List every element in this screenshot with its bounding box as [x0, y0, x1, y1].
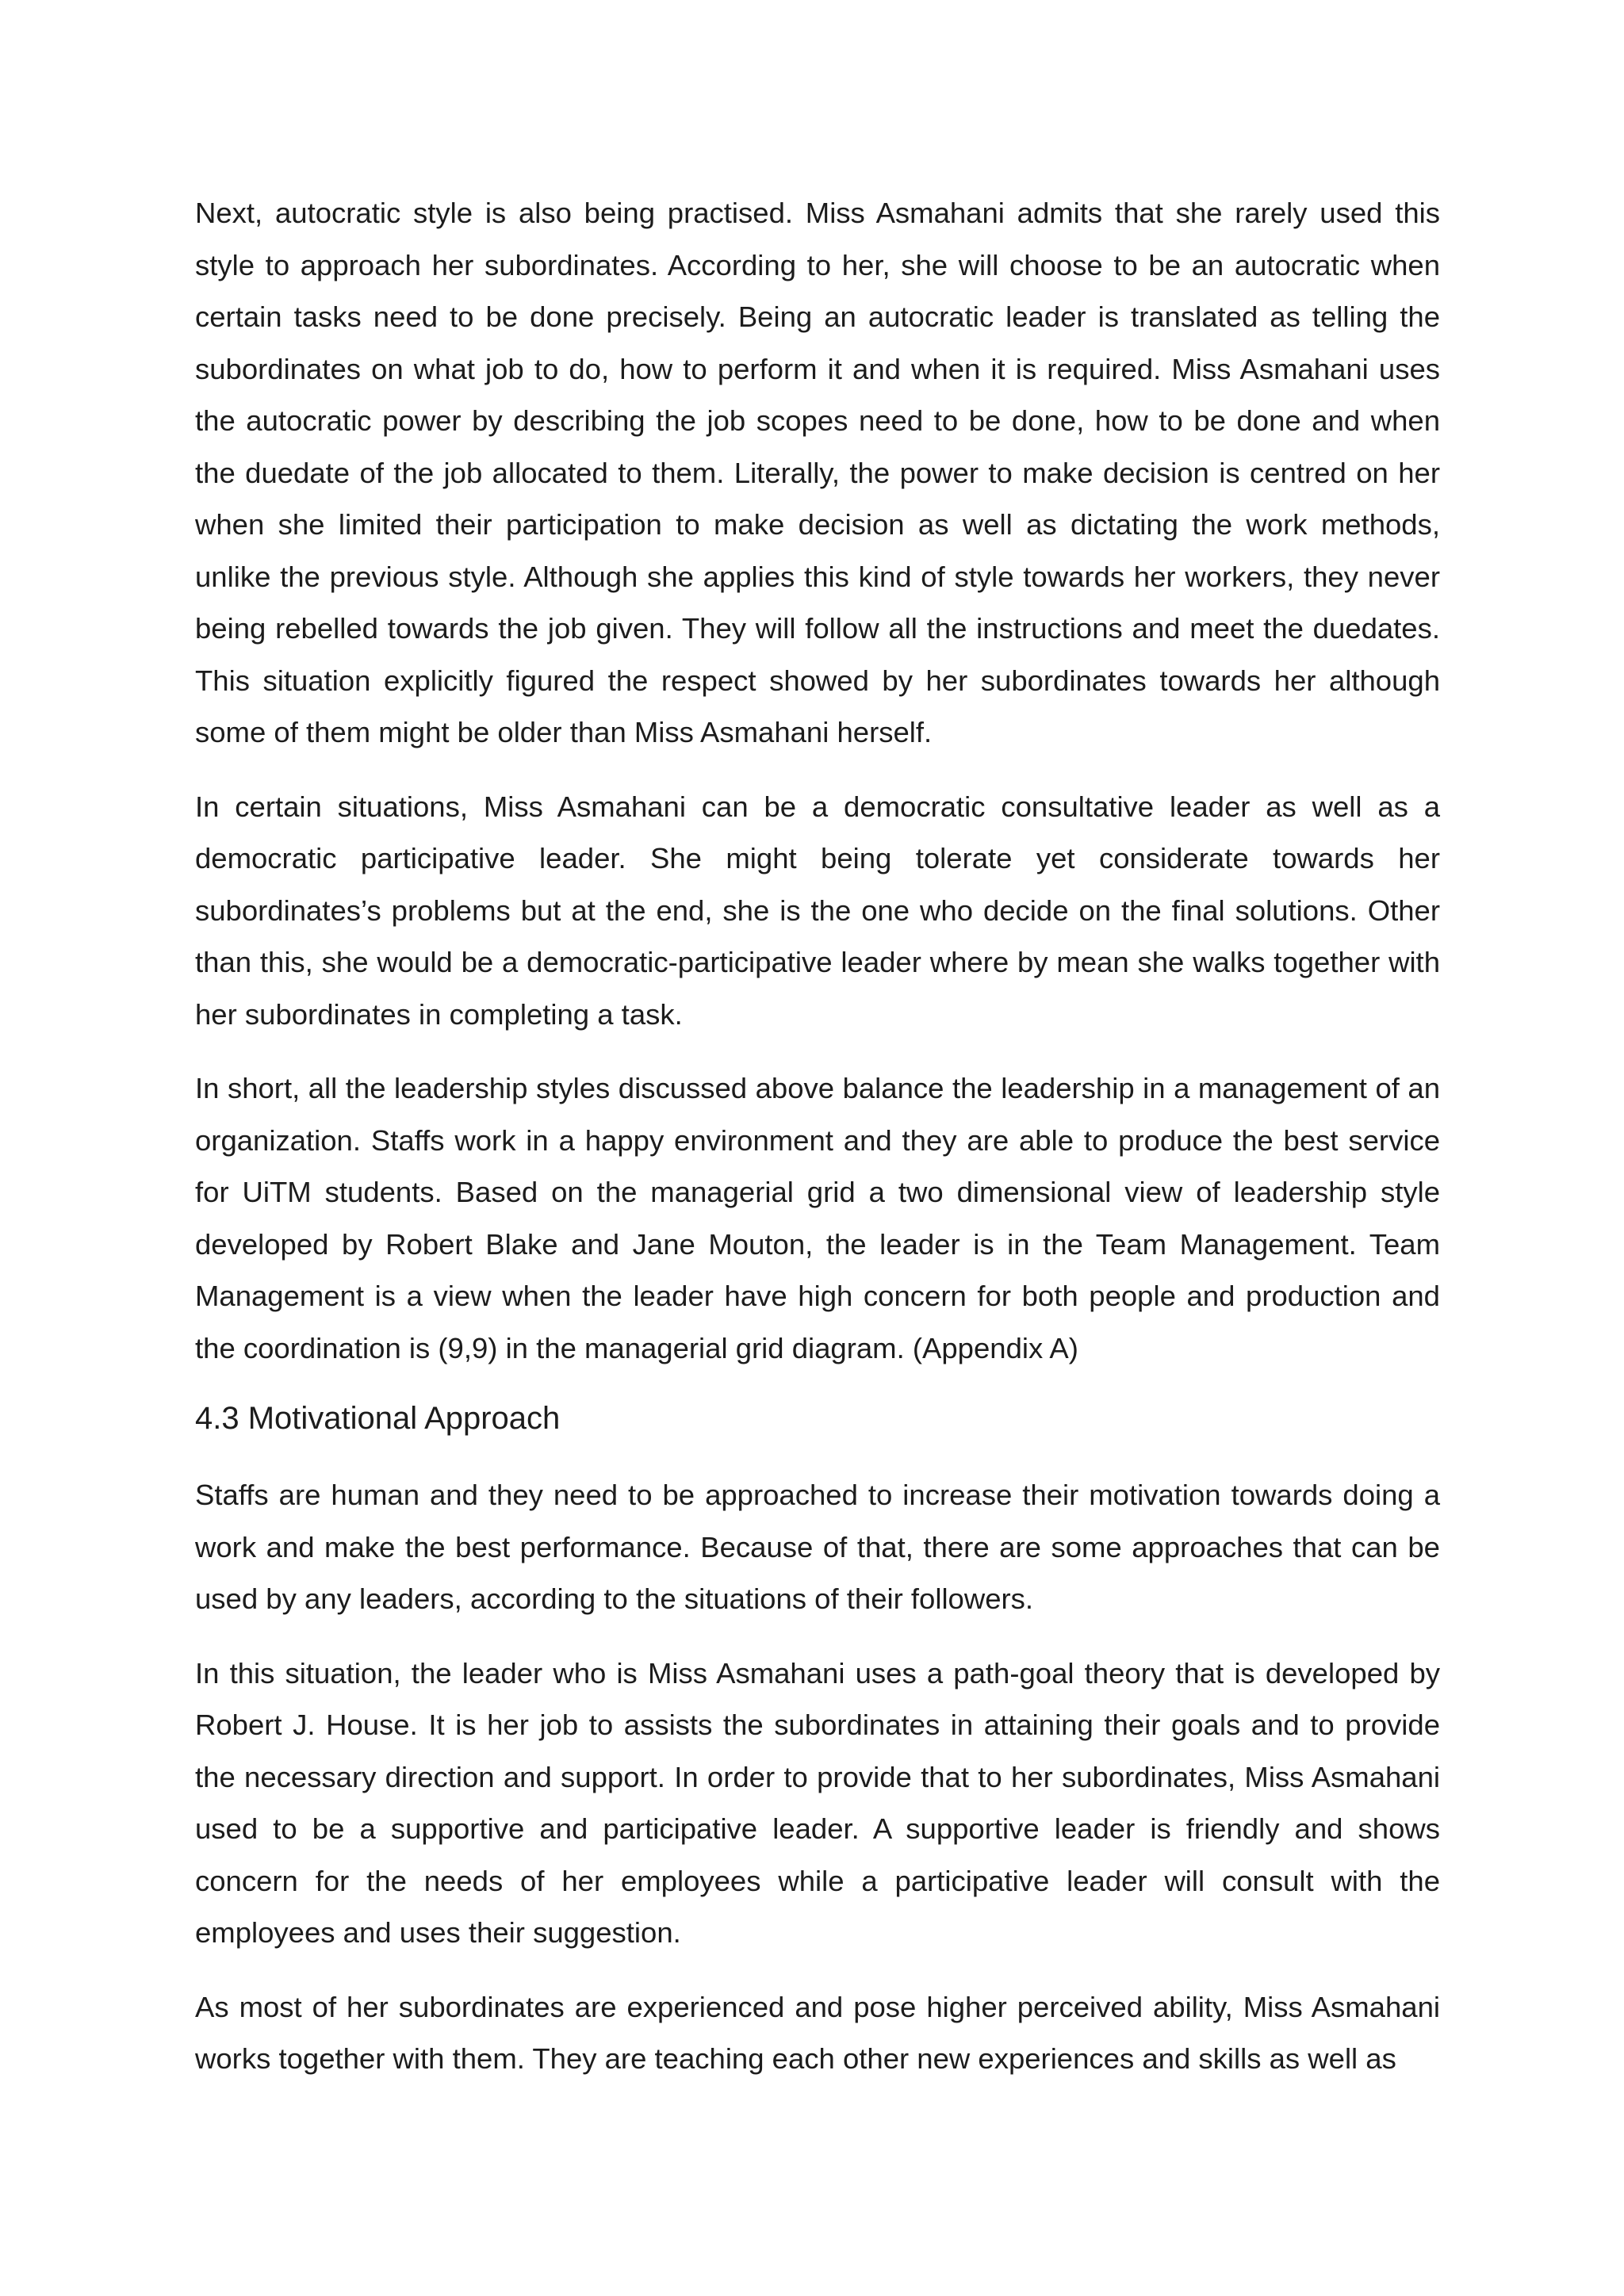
paragraph-motivation-intro: Staffs are human and they need to be approached to increase their motivation towards doing a work and make the best performance. Because of that, there are some approaches that can be used by any leaders, according to the situations of their followers. [195, 1479, 1440, 1615]
document-body [195, 187, 1440, 2107]
paragraph-democratic-style: In certain situations, Miss Asmahani can be a democratic consultative leader as well as a democratic participative leader. She might being tolerate yet considerate towards her subordinates’s problems but at the end, she is the one who decide on the final solutions. Other than this, she would be a democratic-participative leader where by mean she walks together with her subordinates in completing a task. [195, 790, 1440, 1031]
paragraph-autocratic-style: Next, autocratic style is also being practised. Miss Asmahani admits that she rarely used this style to approach her subordinates. According to her, she will choose to be an autocratic when certain tasks need to be done precisely. Being an autocratic leader is translated as telling the subordinates on what job to do, how to perform it and when it is required. Miss Asmahani uses the autocratic power by describing the job scopes need to be done, how to be done and when the duedate of the job allocated to them. Literally, the power to make decision is centred on her when she limited their participation to make decision as well as dictating the work methods, unlike the previous style. Although she applies this kind of style towards her workers, they never being rebelled towards the job given. They will follow all the instructions and meet the duedates. This situation explicitly figured the respect showed by her subordinates towards her although some of them might be older than Miss Asmahani herself. [195, 197, 1440, 748]
section-heading: 4.3 Motivational Approach [195, 1401, 561, 1436]
paragraph-path-goal-theory: In this situation, the leader who is Miss Asmahani uses a path-goal theory that is developed by Robert J. House. It is her job to assists the subordinates in attaining their goals and to provide the necessary direction and support. In order to provide that to her subordinates, Miss Asmahani used to be a supportive and participative leader. A supportive leader is friendly and shows concern for the needs of her employees while a participative leader will consult with the employees and uses their suggestion. [195, 1656, 1440, 1949]
paragraph-leadership-summary: In short, all the leadership styles discussed above balance the leadership in a management of an organization. Staffs work in a happy environment and they are able to produce the best service for UiTM students. Based on the managerial grid a two dimensional view of leadership style developed by Robert Blake and Jane Mouton, the leader is in the Team Management. Team Management is a view when the leader have high concern for both people and production and the coordination is (9,9) in the managerial grid diagram. (Appendix A) [195, 1072, 1440, 1364]
paragraph-experienced-subordinates: As most of her subordinates are experienced and pose higher perceived ability, Miss Asmahani works together with them. They are teaching each other new experiences and skills as well as [195, 1990, 1440, 2075]
